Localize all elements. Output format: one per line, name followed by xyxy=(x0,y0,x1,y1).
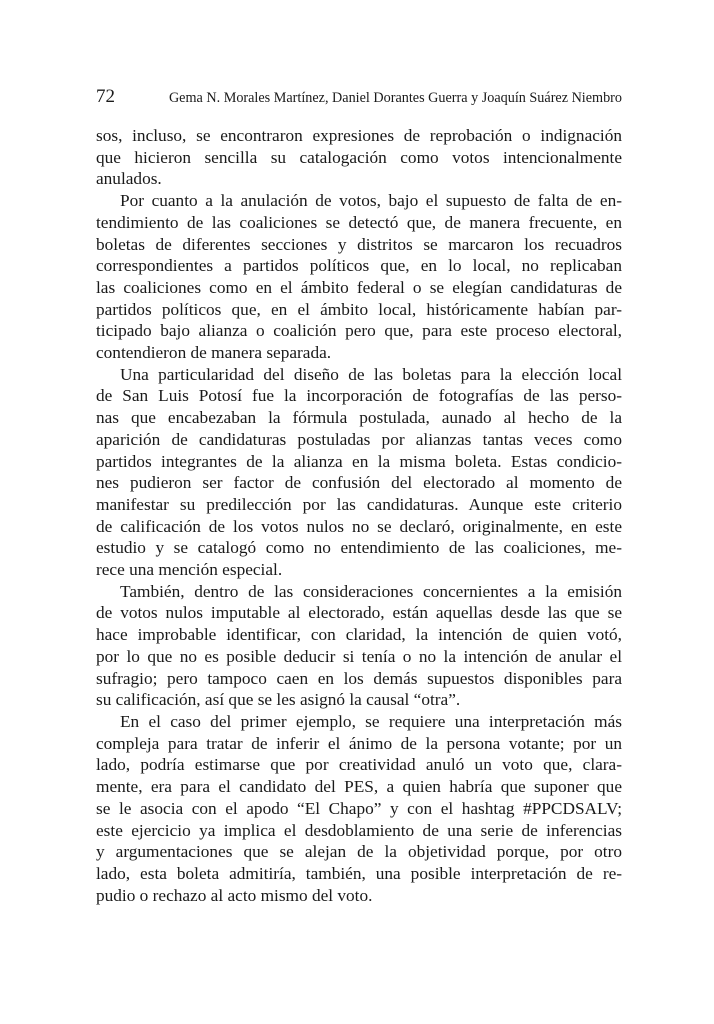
text-line: hace improbable identificar, con claridad, la intención de quien votó, xyxy=(96,625,622,645)
paragraph xyxy=(96,581,622,711)
text-line: mente, era para el candidato del PES, a quien habría que suponer que xyxy=(96,777,622,797)
paragraph xyxy=(96,364,622,581)
text-line: Una particularidad del diseño de las boletas para la elección local xyxy=(120,364,622,384)
text-line: este ejercicio ya implica el desdoblamiento de una serie de inferencias xyxy=(96,820,622,840)
text-line: de votos nulos imputable al electorado, están aquellas desde las que se xyxy=(96,603,622,623)
text-line: aparición de candidaturas postuladas por alianzas tantas veces como xyxy=(96,429,622,449)
text-line: y argumentaciones que se alejan de la objetividad porque, por otro xyxy=(96,842,622,862)
text-line: por lo que no es posible deducir si tenía o no la intención de anular el xyxy=(96,646,622,666)
page-header xyxy=(96,86,622,108)
text-line: compleja para tratar de inferir el ánimo de la persona votante; por un xyxy=(96,733,622,753)
text-line: de calificación de los votos nulos no se declaró, originalmente, en este xyxy=(96,516,622,536)
text-line: nes pudieron ser factor de confusión del electorado al momento de xyxy=(96,473,622,493)
text-line: las coaliciones como en el ámbito federal o se elegían candidaturas de xyxy=(96,277,622,297)
text-line: sufragio; pero tampoco caen en los demás supuestos disponibles para xyxy=(96,668,622,688)
paragraph xyxy=(96,711,622,906)
text-line: Por cuanto a la anulación de votos, bajo el supuesto de falta de en- xyxy=(120,191,622,211)
paragraph xyxy=(96,190,622,364)
text-line: se le asocia con el apodo “El Chapo” y con el hashtag #PPCDSALV; xyxy=(96,798,622,818)
text-line: manifestar su predilección por las candidaturas. Aunque este criterio xyxy=(96,494,622,514)
text-line: sos, incluso, se encontraron expresiones de reprobación o indignación xyxy=(96,126,622,145)
text-line: También, dentro de las consideraciones concernientes a la emisión xyxy=(120,581,622,601)
body-text xyxy=(96,125,622,906)
text-line: estudio y se catalogó como no entendimiento de las coaliciones, me- xyxy=(96,538,622,558)
text-line: anulados. xyxy=(96,169,162,189)
text-line: partidos integrantes de la alianza en la misma boleta. Estas condicio- xyxy=(96,451,622,471)
text-line: de San Luis Potosí fue la incorporación de fotografías de las perso- xyxy=(96,386,622,406)
text-line: nas que encabezaban la fórmula postulada, aunado al hecho de la xyxy=(96,408,622,428)
text-line: boletas de diferentes secciones y distritos se marcaron los recuadros xyxy=(96,234,622,254)
running-head: Gema N. Morales Martínez, Daniel Dorantes Guerra y Joaquín Suárez Niembro xyxy=(168,90,622,106)
text-line: su calificación, así que se les asignó la causal “otra”. xyxy=(96,690,461,710)
paragraph xyxy=(96,125,622,190)
text-line: rece una mención especial. xyxy=(96,560,283,580)
text-line: correspondientes a partidos políticos que, en lo local, no replicaban xyxy=(96,256,622,276)
text-line: lado, esta boleta admitiría, también, una posible interpretación de re- xyxy=(96,863,622,883)
text-line: ticipado bajo alianza o coalición pero que, para este proceso electoral, xyxy=(96,321,622,341)
text-line: contendieron de manera separada. xyxy=(96,343,332,363)
text-line: tendimiento de las coaliciones se detectó que, de manera frecuente, en xyxy=(96,212,622,232)
text-line: que hicieron sencilla su catalogación como votos intencionalmente xyxy=(96,147,622,167)
page-number: 72 xyxy=(96,86,115,107)
text-line: pudio o rechazo al acto mismo del voto. xyxy=(96,885,373,905)
text-line: lado, podría estimarse que por creatividad anuló un voto que, clara- xyxy=(96,755,622,775)
text-line: En el caso del primer ejemplo, se requiere una interpretación más xyxy=(120,711,622,731)
text-line: partidos políticos que, en el ámbito local, históricamente habían par- xyxy=(96,299,622,319)
